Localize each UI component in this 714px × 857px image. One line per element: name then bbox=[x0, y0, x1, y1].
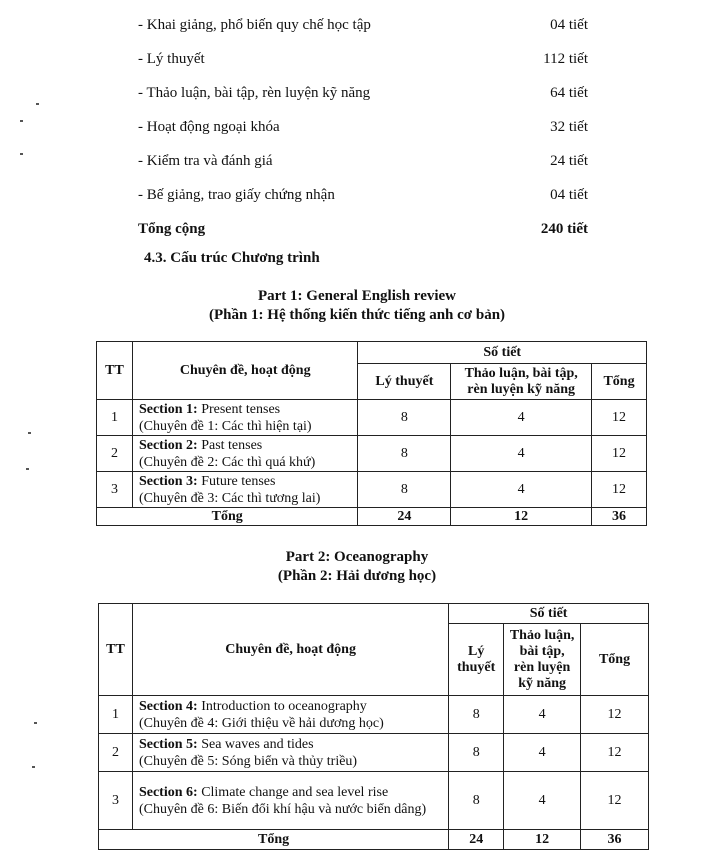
table-row: 1 Section 1: Present tenses (Chuyên đề 1: Các thì hiện tại) 8 4 12 bbox=[97, 400, 647, 436]
part1-title: Part 1: General English review bbox=[257, 288, 457, 304]
totals-row: Tổng 24 12 36 bbox=[99, 830, 649, 850]
col-theory-header: Lý thuyết bbox=[449, 624, 504, 696]
col-practice-header: Thảo luận, bài tập, rèn luyện kỹ năng bbox=[451, 364, 592, 400]
totals-row: Tổng 24 12 36 bbox=[97, 508, 647, 526]
table-row: 2 Section 2: Past tenses (Chuyên đề 2: Các thì quá khứ) 8 4 12 bbox=[97, 436, 647, 472]
col-total-header: Tổng bbox=[592, 364, 647, 400]
hours-row: - Thảo luận, bài tập, rèn luyện kỹ năng 64 tiết bbox=[138, 85, 588, 101]
col-topic-header: Chuyên đề, hoạt động bbox=[132, 604, 448, 696]
part2-title: Part 2: Oceanography bbox=[285, 549, 429, 565]
hours-row: - Hoạt động ngoại khóa 32 tiết bbox=[138, 119, 588, 135]
col-group-header: Số tiết bbox=[358, 342, 647, 364]
part2-table bbox=[98, 603, 649, 850]
col-group-header: Số tiết bbox=[449, 604, 649, 624]
part2-subtitle: (Phần 2: Hải dương học) bbox=[277, 568, 437, 584]
hours-row: - Bế giảng, trao giấy chứng nhận 04 tiết bbox=[138, 187, 588, 203]
col-theory-header: Lý thuyết bbox=[358, 364, 451, 400]
col-topic-header: Chuyên đề, hoạt động bbox=[132, 342, 358, 400]
col-total-header: Tổng bbox=[581, 624, 649, 696]
table-row: 3 Section 3: Future tenses (Chuyên đề 3: Các thì tương lai) 8 4 12 bbox=[97, 472, 647, 508]
hours-row: - Kiểm tra và đánh giá 24 tiết bbox=[138, 153, 588, 169]
scan-speck bbox=[36, 103, 39, 105]
table-row: 2 Section 5: Sea waves and tides (Chuyên đề 5: Sóng biển và thủy triều) 8 4 12 bbox=[99, 734, 649, 772]
col-tt-header: TT bbox=[97, 342, 133, 400]
table-row: 3 Section 6: Climate change and sea level rise (Chuyên đề 6: Biến đổi khí hậu và nước biển dâng) 8 4 12 bbox=[99, 772, 649, 830]
hours-breakdown bbox=[138, 8, 588, 246]
hours-total-row: Tổng cộng 240 tiết bbox=[138, 221, 588, 237]
section-heading: 4.3. Cấu trúc Chương trình bbox=[144, 250, 320, 266]
hours-row: - Lý thuyết 112 tiết bbox=[138, 51, 588, 67]
scan-speck bbox=[34, 722, 37, 724]
col-practice-header: Thảo luận, bài tập, rèn luyện kỹ năng bbox=[504, 624, 581, 696]
scan-speck bbox=[32, 766, 35, 768]
scan-speck bbox=[20, 153, 23, 155]
table-row: 1 Section 4: Introduction to oceanography (Chuyên đề 4: Giới thiệu về hải dương học) 8 4 12 bbox=[99, 696, 649, 734]
scan-speck bbox=[26, 468, 29, 470]
hours-row: - Khai giảng, phổ biến quy chế học tập 04 tiết bbox=[138, 17, 588, 33]
scan-speck bbox=[20, 120, 23, 122]
col-tt-header: TT bbox=[99, 604, 133, 696]
scan-speck bbox=[28, 432, 31, 434]
part1-subtitle: (Phần 1: Hệ thống kiến thức tiếng anh cơ bản) bbox=[208, 307, 506, 323]
part1-table bbox=[96, 341, 647, 526]
